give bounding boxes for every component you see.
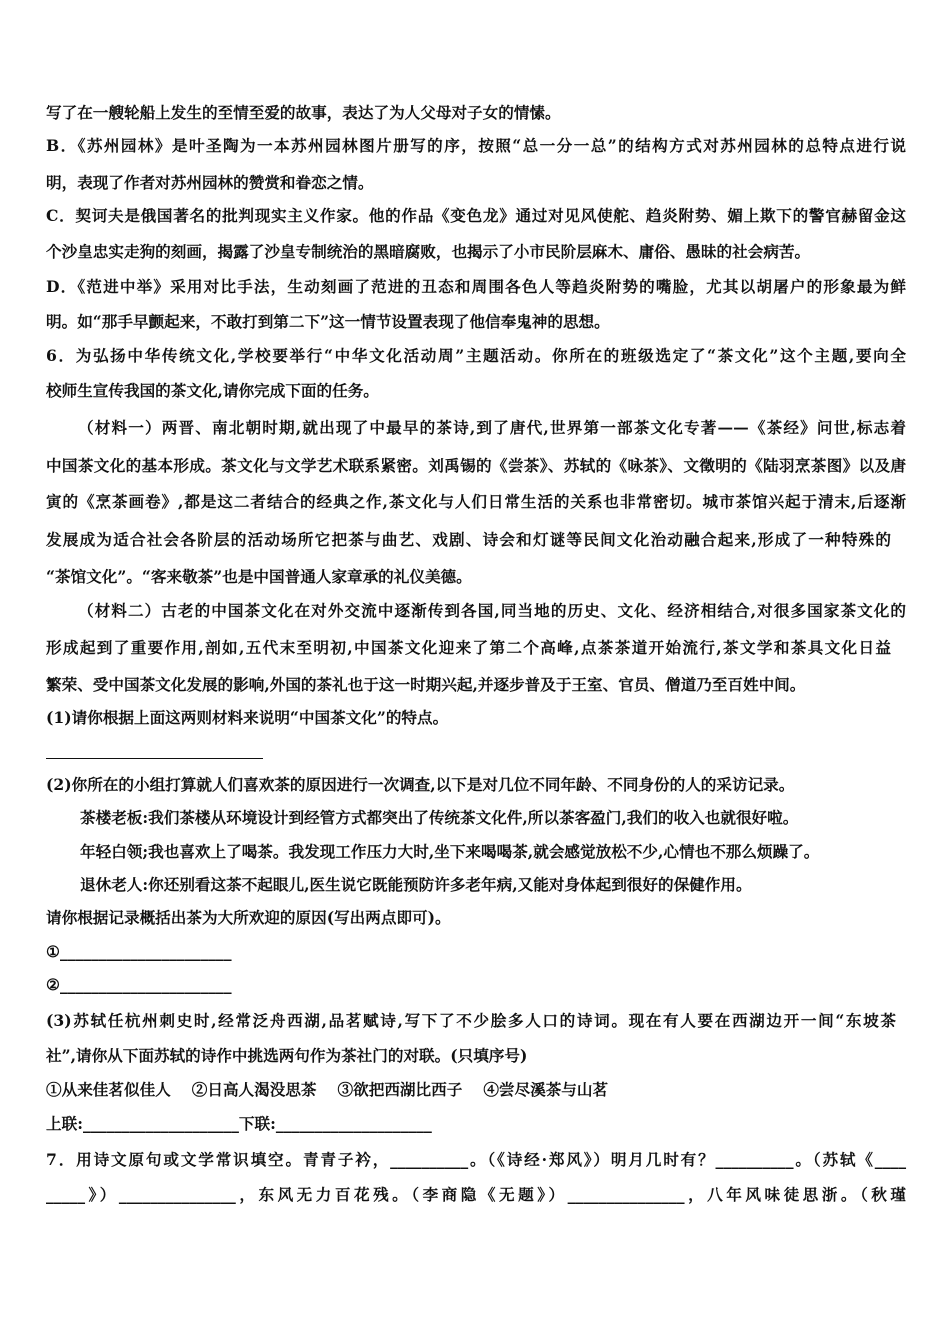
interview-young-worker: 年轻白领;我也喜欢上了喝茶。我发现工作压力大时,坐下来喝喝茶,就会感觉放松不少,心情也不那么烦躁了。 (80, 842, 820, 861)
option-d-continuation: 明。如“那手早颤起来，不敢打到第二下”这一情节设置表现了他信奉鬼神的思想。 (46, 312, 610, 331)
question-6-continuation: 校师生宣传我国的茶文化,请你完成下面的任务。 (46, 381, 379, 400)
option-d: D．《范进中举》采用对比手法，生动刻画了范进的丑态和周围各色人等趋炎附势的嘴脸，尤其以胡屠户的形象最为鲜 (46, 277, 906, 296)
poem-options: ①从来佳茗似佳人 ②日高人渴没思茶 ③欲把西湖比西子 ④尝尽溪茶与山茗 (46, 1080, 609, 1099)
option-a-continuation: 写了在一艘轮船上发生的至情至爱的故事，表达了为人父母对子女的情愫。 (46, 103, 561, 122)
sub-question-2-prompt: 请你根据记录概括出茶为大所欢迎的原因(写出两点即可)。 (46, 908, 451, 927)
material-1-line-4: 发展成为适合社会各阶层的活动场所它把茶与曲艺、戏剧、诗会和灯谜等民间文化治动融合起来,形成了一种特殊的 (46, 530, 891, 549)
question-7-continuation: _____》）_______________，东风无力百花残。（李商隐《无题》）_______________，八年风味徒思浙。（秋瑾 (46, 1185, 906, 1204)
material-2-line-3: 繁荣、受中国茶文化发展的影响,外国的茶礼也于这一时期兴起,并逐步普及于王室、官员、僧道乃至百姓中间。 (46, 675, 806, 694)
material-2-line-2: 形成起到了重要作用,剖如,五代末至明初,中国茶文化迎来了第二个高峰,点茶茶道开始流行,茶文学和茶具文化日益 (46, 638, 891, 657)
answer-line-1[interactable] (46, 758, 263, 759)
sub-question-3-continuation: 社”,请你从下面苏轼的诗作中挑选两句作为茶社门的对联。(只填序号) (46, 1046, 528, 1065)
material-1-line-3: 寅的《烹茶画卷》,都是这二者结合的经典之作,茶文化与人们日常生活的关系也非常密切。城市茶馆兴起于清末,后逐渐 (46, 492, 906, 511)
option-c-continuation: 个沙皇忠实走狗的刻画，揭露了沙皇专制统治的黑暗腐败，也揭示了小市民阶层麻木、庸俗、愚昧的社会病苦。 (46, 242, 811, 261)
material-2: （材料二）古老的中国茶文化在对外交流中逐渐传到各国,同当地的历史、文化、经济相结合,对很多国家茶文化的 (78, 601, 906, 620)
interview-retiree: 退休老人:你还别看这茶不起眼儿,医生说它既能预防许多老年病,又能对身体起到很好的保健作用。 (80, 875, 752, 894)
option-b-continuation: 明，表现了作者对苏州园林的赞赏和眷恋之情。 (46, 173, 374, 192)
answer-blank-1[interactable]: ①______________________ (46, 942, 232, 961)
sub-question-1: (1)请你根据上面这两则材料来说明“中国茶文化”的特点。 (46, 708, 449, 727)
sub-question-3: (3)苏轼任杭州刺史时,经常泛舟西湖,品茗赋诗,写下了不少脍多人口的诗词。现在有人要在西湖边开一间“东坡茶 (46, 1011, 896, 1030)
material-1: （材料一）两晋、南北朝时期,就出现了中最早的茶诗,到了唐代,世界第一部茶文化专著——《茶经》问世,标志着 (78, 418, 906, 437)
answer-blank-2[interactable]: ②______________________ (46, 975, 232, 994)
material-1-line-5: “茶馆文化”。“客来敬茶”也是中国普通人家章承的礼仪美德。 (46, 567, 472, 586)
question-7: 7．用诗文原句或文学常识填空。青青子衿，__________。（《诗经·郑风》）明月几时有？__________。（苏轼《____ (46, 1150, 906, 1169)
interview-teahouse-owner: 茶楼老板:我们茶楼从环境设计到经管方式都突出了传统茶文化件,所以茶客盈门,我们的收入也就很好啦。 (80, 808, 799, 827)
option-b: B．《苏州园林》是叶圣陶为一本苏州园林图片册写的序，按照“总一分一总”的结构方式对苏州园林的总特点进行说 (46, 136, 906, 155)
option-c: C．契诃夫是俄国著名的批判现实主义作家。他的作品《变色龙》通过对见风使舵、趋炎附势、媚上欺下的警官赫留金这 (46, 206, 906, 225)
material-1-line-2: 中国茶文化的基本形成。茶文化与文学艺术联系紧密。刘禹锡的《尝茶》、苏轼的《咏茶》、文徵明的《陆羽烹茶图》以及唐 (46, 456, 906, 475)
question-6: 6．为弘扬中华传统文化,学校要举行“中华文化活动周”主题活动。你所在的班级选定了“茶文化”这个主题,要向全 (46, 346, 906, 365)
sub-question-2: (2)你所在的小组打算就人们喜欢茶的原因进行一次调查,以下是对几位不同年龄、不同身份的人的采访记录。 (46, 775, 795, 794)
couplet-answer-blanks[interactable]: 上联:____________________下联:____________________ (46, 1114, 432, 1133)
